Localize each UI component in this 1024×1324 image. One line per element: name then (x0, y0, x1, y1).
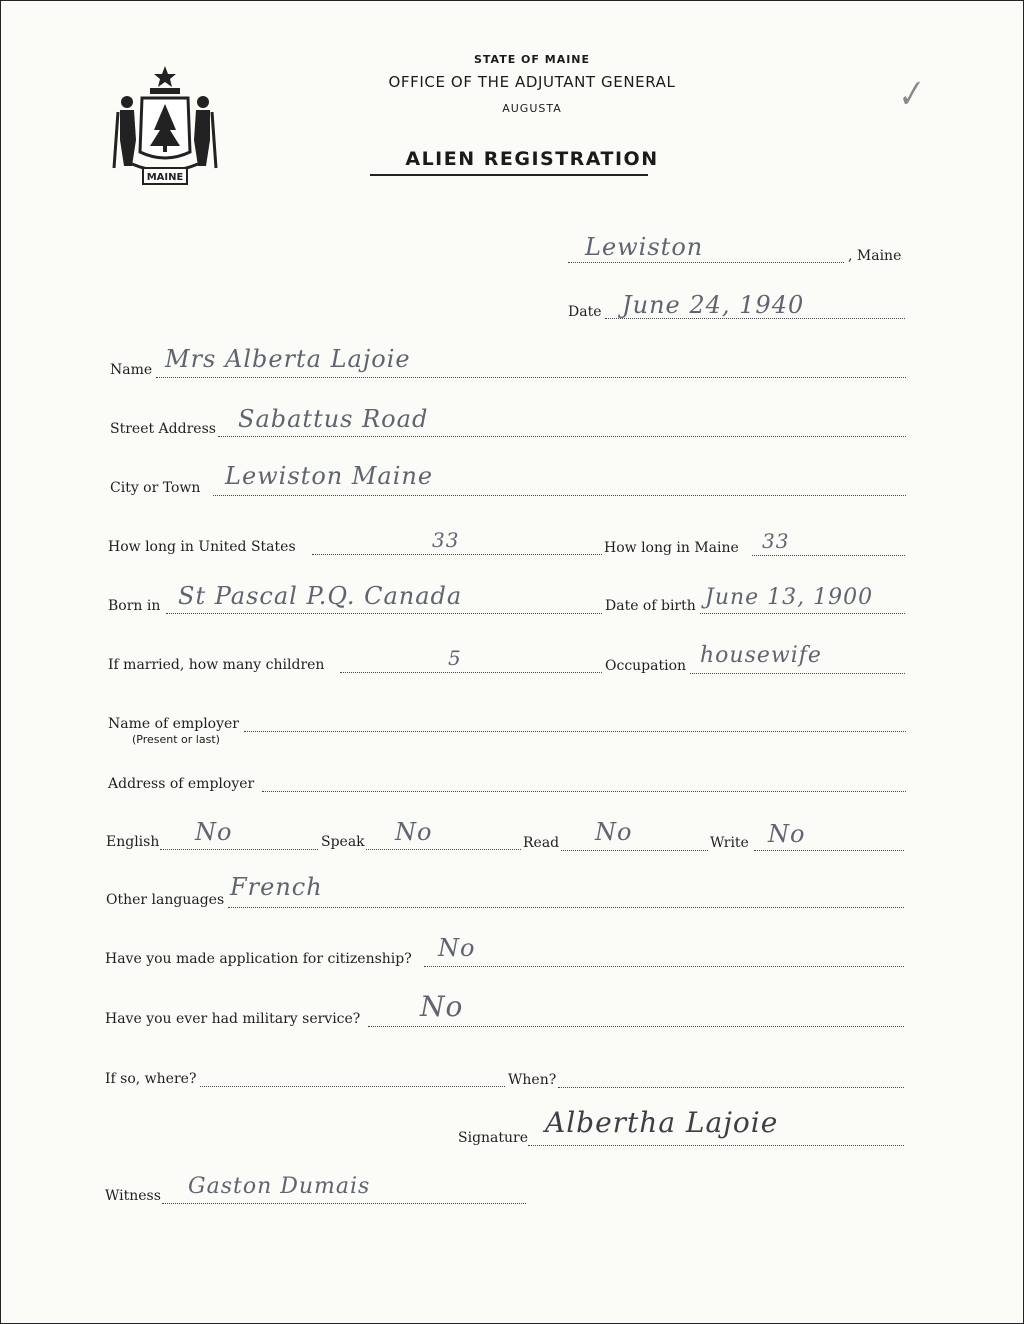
other-languages-line (228, 907, 904, 908)
children-line (340, 672, 602, 673)
how-long-maine-line (752, 555, 905, 556)
born-in-label: Born in (108, 598, 161, 614)
witness-line (162, 1203, 526, 1204)
how-long-us-label: How long in United States (108, 539, 296, 555)
seal-banner-text: MAINE (146, 172, 184, 183)
occupation-label: Occupation (605, 658, 687, 674)
born-in-line (166, 613, 602, 614)
header-state: STATE OF MAINE (473, 53, 591, 66)
location-line (568, 262, 844, 263)
signature-value: Albertha Lajoie (545, 1106, 779, 1139)
occupation-line (690, 673, 905, 674)
witness-value: Gaston Dumais (188, 1174, 371, 1199)
children-label: If married, how many children (108, 657, 325, 673)
city-label: City or Town (110, 480, 201, 496)
english-line (160, 849, 318, 850)
form-title: ALIEN REGISTRATION (405, 148, 659, 170)
employer-name-line (244, 731, 906, 732)
if-so-where-line (200, 1086, 505, 1087)
title-underline (370, 174, 648, 176)
date-label: Date (568, 304, 602, 320)
speak-line (366, 849, 521, 850)
date-of-birth-label: Date of birth (605, 598, 696, 614)
signature-line (528, 1145, 904, 1146)
other-languages-label: Other languages (106, 892, 225, 908)
check-mark-icon: ✓ (890, 71, 929, 119)
city-value: Lewiston Maine (225, 462, 434, 490)
speak-label: Speak (321, 834, 365, 850)
header-city: AUGUSTA (502, 102, 562, 115)
citizenship-label: Have you made application for citizenship? (105, 951, 412, 967)
when-line (558, 1087, 904, 1088)
header-office: OFFICE OF THE ADJUTANT GENERAL (388, 73, 676, 91)
location-suffix: , Maine (848, 248, 902, 264)
employer-address-label: Address of employer (108, 776, 255, 792)
write-label: Write (710, 835, 749, 851)
witness-label: Witness (105, 1188, 161, 1204)
name-line (156, 377, 906, 378)
when-label: When? (508, 1072, 557, 1088)
write-line (754, 850, 904, 851)
english-label: English (106, 834, 160, 850)
military-line (368, 1026, 904, 1027)
date-value: June 24, 1940 (622, 291, 805, 319)
name-label: Name (110, 362, 153, 378)
street-address-label: Street Address (110, 421, 216, 437)
other-languages-value: French (230, 873, 323, 901)
military-value: No (420, 990, 464, 1023)
read-line (561, 850, 708, 851)
employer-name-sublabel: (Present or last) (132, 733, 220, 746)
location-value: Lewiston (585, 233, 704, 261)
street-address-line (218, 436, 906, 437)
how-long-maine-label: How long in Maine (604, 540, 739, 556)
military-label: Have you ever had military service? (105, 1011, 361, 1027)
english-value: No (195, 818, 233, 846)
read-label: Read (523, 835, 560, 851)
name-value: Mrs Alberta Lajoie (165, 345, 411, 373)
how-long-us-value: 33 (432, 528, 460, 552)
born-in-value: St Pascal P.Q. Canada (178, 582, 463, 610)
street-address-value: Sabattus Road (238, 405, 429, 433)
how-long-maine-value: 33 (762, 529, 790, 553)
employer-address-line (262, 791, 906, 792)
employer-name-label: Name of employer (108, 716, 239, 732)
citizenship-value: No (438, 934, 476, 962)
date-of-birth-value: June 13, 1900 (705, 585, 874, 610)
if-so-where-label: If so, where? (105, 1071, 197, 1087)
occupation-value: housewife (700, 643, 822, 668)
write-value: No (768, 820, 806, 848)
city-line (213, 495, 906, 496)
citizenship-line (424, 966, 904, 967)
read-value: No (595, 818, 633, 846)
date-of-birth-line (700, 613, 905, 614)
signature-label: Signature (458, 1130, 529, 1146)
children-value: 5 (448, 646, 462, 670)
speak-value: No (395, 818, 433, 846)
how-long-us-line (312, 554, 602, 555)
